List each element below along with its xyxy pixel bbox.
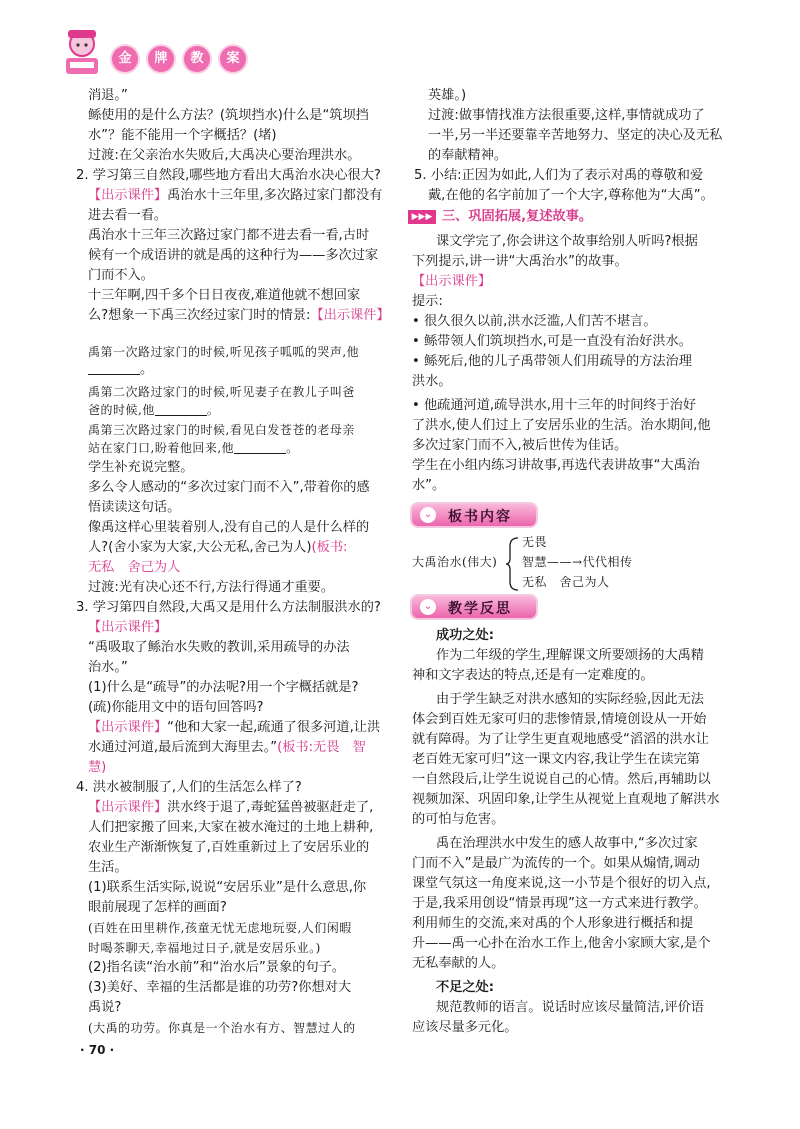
text-line: 戴,在他的名字前加了一个大字,尊称他为“大禹”。	[428, 188, 714, 203]
bullet-icon: •	[412, 398, 424, 413]
header-mascot	[60, 28, 104, 78]
text-line: 生活。	[88, 860, 128, 875]
bullet-icon: •	[412, 314, 424, 329]
text-line: (疏)你能用文中的语句回答吗?	[88, 700, 264, 715]
board-note: 无私 舍己为人	[88, 560, 181, 575]
header-char-3: 教	[184, 46, 210, 72]
text-line: 农业生产渐渐恢复了,百姓重新过上了安居乐业的	[88, 840, 370, 855]
text-line: (2)指名读“治水前”和“治水后”景象的句子。	[88, 960, 346, 975]
board-item: 无私 舍己为人	[522, 575, 610, 589]
text-line: 【出示课件】禹治水十三年里,多次路过家门都没有	[88, 188, 383, 203]
text-line: 十三年啊,四千多个日日夜夜,难道他就不想回家	[88, 288, 361, 303]
board-content-banner: ⌄ 板书内容	[412, 504, 536, 526]
courseware-tag: 【出示课件】	[88, 188, 168, 203]
text-line: 像禹这样心里装着别人,没有自己的人是什么样的	[88, 520, 370, 535]
text-line: 治水。”	[88, 660, 128, 675]
text-line: (1)联系生活实际,说说“安居乐业”是什么意思,你	[88, 880, 367, 895]
text-line: 3. 学习第四自然段,大禹又是用什么方法制服洪水的?	[76, 600, 381, 615]
text-line: 了洪水,使人们过上了安居乐业的生活。治水期间,他	[412, 418, 711, 433]
text-line: 规范教师的语言。说话时应该尽量简洁,评价语	[436, 1000, 704, 1015]
text-line: 禹说?	[88, 1000, 122, 1015]
text-line: 过渡:做事情找准方法很重要,这样,事情就成功了	[428, 108, 705, 123]
text-line: 悟读读这句话。	[88, 500, 181, 515]
text-line: 体会到百姓无家可归的悲惨情景,情境创设从一开始	[412, 712, 707, 727]
text-line: 于是,我采用创设“情景再现”这一方式来进行教学。	[412, 896, 707, 911]
text-line: 多么令人感动的“多次过家门而不入”,带着你的感	[88, 480, 370, 495]
chevron-down-icon: ⌄	[420, 599, 436, 615]
board-note: (板书:无畏 智	[277, 740, 366, 755]
text-line: 的奉献精神。	[428, 148, 508, 163]
courseware-tag: 【出示课件】	[310, 308, 390, 323]
mascot-icon	[60, 28, 104, 78]
text-line: 时喝茶聊天,幸福地过日子,就是安居乐业。)	[88, 941, 321, 955]
answer-blank[interactable]: 。	[88, 360, 153, 380]
text-line: 视频加深、巩固印象,让学生从视觉上直观地了解洪水	[412, 792, 720, 807]
text-line: 消退。”	[88, 88, 128, 103]
text-line: 由于学生缺乏对洪水感知的实际经验,因此无法	[436, 692, 704, 707]
bullet-item: • 他疏通河道,疏导洪水,用十三年的时间终于治好	[412, 398, 697, 413]
text-line: 鲧使用的是什么方法？(筑坝挡水)什么是“筑坝挡	[88, 108, 369, 123]
text-line: 水”？能不能用一个字概括？(堵)	[88, 128, 277, 143]
text-line: 多次过家门而不入,被后世传为佳话。	[412, 438, 628, 453]
text-line: 爸的时候,他 。	[88, 403, 220, 417]
text-line: 一自然段后,让学生说说自己的心情。然后,再辅助以	[412, 772, 711, 787]
text-line: 水通过河道,最后流到大海里去。”(板书:无畏 智	[88, 740, 366, 755]
text-line: 2. 学习第三自然段,哪些地方看出大禹治水决心很大?	[76, 168, 381, 183]
text-line: 水”。	[412, 478, 446, 493]
header-char-2: 牌	[148, 46, 174, 72]
text-line: 学生补充说完整。	[88, 460, 194, 475]
text-line: 门而不入”是最广为流传的一个。如果从煽情,调动	[412, 856, 700, 871]
text-line: (百姓在田里耕作,孩童无忧无虑地玩耍,人们闲暇	[88, 921, 352, 935]
board-title: 大禹治水(伟大)	[412, 555, 498, 569]
text-line: 进去看一看。	[88, 208, 168, 223]
chevron-down-icon: ⌄	[420, 507, 436, 523]
text-line: 4. 洪水被制服了,人们的生活怎么样了?	[76, 780, 302, 795]
answer-blank[interactable]	[234, 439, 286, 454]
text-line: 老百姓无家可归”这一课文内容,我让学生在读完第	[412, 752, 700, 767]
text-line: 禹第二次路过家门的时候,听见妻子在教儿子叫爸	[88, 385, 355, 399]
courseware-tag: 【出示课件】	[88, 620, 168, 635]
board-note: (板书:	[311, 540, 348, 555]
text-line: (大禹的功劳。你真是一个治水有方、智慧过人的	[88, 1021, 356, 1035]
text-line: 就有障碍。为了让学生更直观地感受“滔滔的洪水让	[412, 732, 709, 747]
courseware-tag: 【出示课件】	[88, 720, 168, 735]
text-line: 禹治水十三年三次路过家门都不进去看一看,古时	[88, 228, 370, 243]
text-line: 【出示课件】洪水终于退了,毒蛇猛兽被驱赶走了,	[88, 800, 374, 815]
page-number: · 70 ·	[80, 1043, 115, 1057]
bullet-item: • 鲧带领人们筑坝挡水,可是一直没有治好洪水。	[412, 334, 692, 349]
text-line: 过渡:光有决心还不行,方法行得通才重要。	[88, 580, 335, 595]
bullet-item: • 鲧死后,他的儿子禹带领人们用疏导的方法治理	[412, 354, 692, 369]
text-line: 应该尽量多元化。	[412, 1020, 518, 1035]
text-line: 过渡:在父亲治水失败后,大禹决心要治理洪水。	[88, 148, 361, 163]
text-line: 【出示课件】“他和大家一起,疏通了很多河道,让洪	[88, 720, 381, 735]
teaching-reflection-banner: ⌄ 教学反思	[412, 596, 536, 618]
text-line: 么?想象一下禹三次经过家门时的情景:【出示课件】	[88, 308, 390, 323]
section-arrow-icon: ▶▶▶	[408, 210, 436, 224]
text-line: 课文学完了,你会讲这个故事给别人听吗?根据	[436, 234, 698, 249]
text-line: “禹吸取了鲧治水失败的教训,采用疏导的办法	[88, 640, 350, 655]
text-line: 神和文字表达的特点,还是有一定难度的。	[412, 668, 654, 683]
text-line: 提示:	[412, 294, 443, 309]
bullet-item: • 很久很久以前,洪水泛滥,人们苦不堪言。	[412, 314, 657, 329]
header-char-4: 案	[220, 46, 246, 72]
answer-blank[interactable]	[155, 401, 207, 416]
text-line: 人们把家搬了回来,大家在被水淹过的土地上耕种,	[88, 820, 374, 835]
text-line: 门而不入。	[88, 268, 154, 283]
text-line: 无私奉献的人。	[412, 956, 505, 971]
shortcoming-heading: 不足之处:	[436, 980, 495, 995]
text-line: 禹在治理洪水中发生的感人故事中,“多次过家	[436, 836, 698, 851]
text-line: 学生在小组内练习讲故事,再选代表讲故事“大禹治	[412, 458, 700, 473]
text-line: 站在家门口,盼着他回来,他 。	[88, 441, 299, 455]
courseware-tag: 【出示课件】	[412, 274, 492, 289]
text-line: 的可怕与危害。	[412, 812, 505, 827]
text-line: (3)美好、幸福的生活都是谁的功劳?你想对大	[88, 980, 352, 995]
bullet-icon: •	[412, 334, 424, 349]
board-item: 智慧——→代代相传	[522, 555, 633, 569]
bullet-icon: •	[412, 354, 424, 369]
text-line: 英雄。)	[428, 88, 467, 103]
courseware-tag: 【出示课件】	[88, 800, 168, 815]
text-line: 作为二年级的学生,理解课文所要颂扬的大禹精	[436, 648, 704, 663]
text-line: 升——禹一心扑在治水工作上,他舍小家顾大家,是个	[412, 936, 711, 951]
text-line: 5. 小结:正因为如此,人们为了表示对禹的尊敬和爱	[414, 168, 704, 183]
section-heading: 三、巩固拓展,复述故事。	[442, 209, 593, 224]
board-note: 慧)	[88, 760, 107, 775]
success-heading: 成功之处:	[436, 628, 495, 643]
brace-icon	[506, 536, 520, 592]
text-line: 利用师生的交流,来对禹的个人形象进行概括和提	[412, 916, 694, 931]
header-char-1: 金	[112, 46, 138, 72]
text-line: (1)什么是“疏导”的办法呢?用一个字概括就是?	[88, 680, 359, 695]
text-line: 禹第一次路过家门的时候,听见孩子呱呱的哭声,他	[88, 345, 360, 359]
text-line: 禹第三次路过家门的时候,看见白发苍苍的老母亲	[88, 423, 355, 437]
text-line: 洪水。	[412, 374, 452, 389]
text-line: 候有一个成语讲的就是禹的这种行为——多次过家	[88, 248, 379, 263]
text-line: 课堂气氛这一角度来说,这一小节是个很好的切入点,	[412, 876, 711, 891]
text-line: 眼前展现了怎样的画面?	[88, 900, 227, 915]
board-item: 无畏	[522, 535, 548, 549]
text-line: 人?(舍小家为大家,大公无私,舍己为人)(板书:	[88, 540, 348, 555]
text-line: 下列提示,讲一讲“大禹治水”的故事。	[412, 254, 628, 269]
text-line: 一半,另一半还要靠辛苦地努力、坚定的决心及无私	[428, 128, 723, 143]
